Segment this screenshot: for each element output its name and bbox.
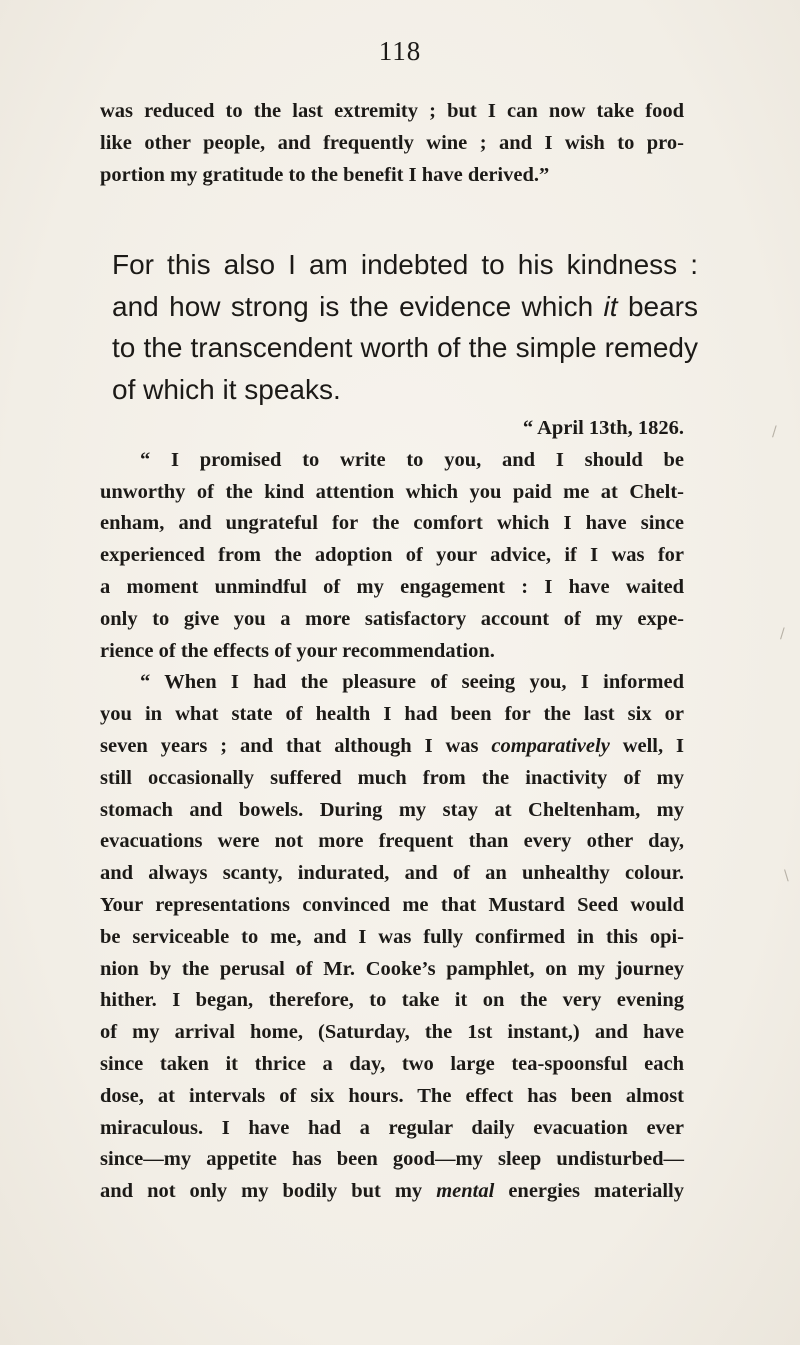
text-line: to the transcendent worth of the simple remedy — [112, 332, 698, 364]
letter-paragraph-1 — [100, 445, 684, 668]
text-line — [100, 731, 684, 763]
text-line: still occasionally suffered much from the inactivity of my — [100, 766, 684, 789]
text-fragment: well, I — [622, 734, 685, 757]
emphasis-it: it — [603, 290, 618, 322]
text-line: rience of the effects of your recommendation. — [100, 639, 495, 662]
text-line: since—my appetite has been good—my sleep undisturbed— — [100, 1148, 684, 1171]
text-line: enham, and ungrateful for the comfort which I have since — [100, 512, 684, 535]
text-fragment: seven years ; and that although I was — [100, 734, 479, 757]
text-fragment: bears — [627, 290, 698, 322]
text-line: was reduced to the last extremity ; but I can now take food — [100, 100, 684, 122]
text-fragment: and not only my bodily but my — [100, 1180, 423, 1203]
letter-paragraph-2 — [100, 667, 684, 1208]
opening-paragraph — [100, 96, 684, 191]
margin-mark: / — [780, 626, 785, 642]
text-line: portion my gratitude to the benefit I have derived.” — [100, 163, 550, 186]
text-line — [112, 286, 698, 328]
emphasis-comparatively: comparatively — [491, 734, 610, 757]
text-fragment: and how strong is the evidence which — [112, 290, 594, 322]
text-line: nion by the perusal of Mr. Cooke’s pamphlet, on my journey — [100, 957, 684, 980]
text-line: and always scanty, indurated, and of an unhealthy colour. — [100, 862, 684, 885]
text-line: dose, at intervals of six hours. The effect has been almost — [100, 1084, 684, 1107]
letter — [100, 413, 684, 1208]
text-line: miraculous. I have had a regular daily evacuation ever — [100, 1116, 684, 1139]
text-line: For this also I am indebted to his kindness : — [112, 249, 698, 280]
text-line — [100, 1176, 684, 1208]
margin-mark: \ — [784, 868, 789, 884]
text-line: hither. I began, therefore, to take it on the very evening — [100, 989, 684, 1012]
text-line: “ I promised to write to you, and I should be — [140, 448, 684, 471]
text-line: like other people, and frequently wine ; and I wish to pro- — [100, 131, 684, 154]
text-line: of my arrival home, (Saturday, the 1st instant,) and have — [100, 1021, 684, 1044]
text-line: of which it speaks. — [112, 373, 341, 405]
text-line: only to give you a more satisfactory account of my expe- — [100, 607, 684, 630]
text-fragment: energies materially — [508, 1180, 684, 1203]
text-line: “ When I had the pleasure of seeing you, I informed — [140, 671, 684, 694]
emphasis-mental: mental — [436, 1180, 495, 1203]
text-line: a moment unmindful of my engagement : I have waited — [100, 575, 684, 598]
intro-paragraph — [112, 244, 698, 410]
margin-mark: / — [772, 424, 777, 440]
text-line: evacuations were not more frequent than every other day, — [100, 830, 684, 853]
text-line: Your representations convinced me that Mustard Seed would — [100, 893, 684, 916]
text-line: since taken it thrice a day, two large tea-spoonsful each — [100, 1052, 684, 1075]
text-line: be serviceable to me, and I was fully confirmed in this opi- — [100, 925, 684, 948]
page-number: 118 — [378, 36, 422, 66]
text-line: unworthy of the kind attention which you paid me at Chelt- — [100, 480, 684, 503]
text-line: you in what state of health I had been for the last six or — [100, 703, 684, 726]
text-line: experienced from the adoption of your advice, if I was for — [100, 544, 684, 567]
letter-date: “ April 13th, 1826. — [522, 417, 684, 439]
text-line: stomach and bowels. During my stay at Cheltenham, my — [100, 798, 684, 821]
